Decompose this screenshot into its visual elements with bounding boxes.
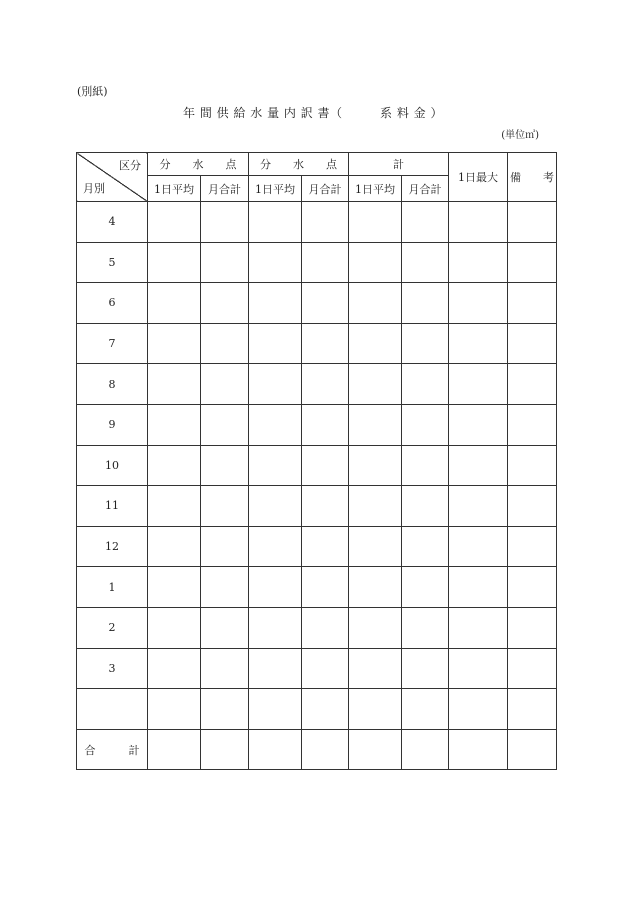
month-cell — [77, 689, 148, 730]
entry-cell[interactable] — [508, 364, 557, 405]
entry-cell[interactable] — [249, 242, 302, 283]
entry-cell[interactable] — [349, 404, 402, 445]
entry-cell[interactable] — [508, 323, 557, 364]
entry-cell[interactable] — [508, 202, 557, 243]
entry-cell[interactable] — [449, 404, 508, 445]
entry-cell[interactable] — [302, 607, 349, 648]
entry-cell[interactable] — [508, 445, 557, 486]
month-cell: 11 — [77, 486, 148, 527]
entry-cell[interactable] — [349, 364, 402, 405]
entry-cell[interactable] — [402, 567, 449, 608]
entry-cell[interactable] — [508, 242, 557, 283]
entry-cell[interactable] — [148, 486, 201, 527]
month-cell: 10 — [77, 445, 148, 486]
entry-cell[interactable] — [449, 607, 508, 648]
entry-cell[interactable] — [148, 567, 201, 608]
entry-cell[interactable] — [148, 689, 201, 730]
entry-cell[interactable] — [402, 607, 449, 648]
entry-cell[interactable] — [302, 364, 349, 405]
entry-cell[interactable] — [508, 567, 557, 608]
month-cell: 7 — [77, 323, 148, 364]
entry-cell[interactable] — [402, 242, 449, 283]
entry-cell[interactable] — [449, 242, 508, 283]
entry-cell[interactable] — [349, 445, 402, 486]
diversion-point-1-header: 分 水 点 — [148, 153, 249, 176]
total-group-header: 計 — [349, 153, 449, 176]
entry-cell[interactable] — [508, 729, 557, 770]
document-title: 年 間 供 給 水 量 内 訳 書（ 系 料 金 ） — [183, 106, 443, 120]
entry-cell[interactable] — [249, 323, 302, 364]
header-row-groups — [77, 153, 557, 176]
entry-cell[interactable] — [148, 648, 201, 689]
entry-cell[interactable] — [201, 242, 249, 283]
entry-cell[interactable] — [349, 567, 402, 608]
total-row — [77, 729, 557, 770]
entry-cell[interactable] — [249, 202, 302, 243]
entry-cell[interactable] — [449, 567, 508, 608]
entry-cell[interactable] — [249, 445, 302, 486]
entry-cell[interactable] — [349, 323, 402, 364]
table-row — [77, 689, 557, 730]
entry-cell[interactable] — [201, 404, 249, 445]
entry-cell[interactable] — [402, 364, 449, 405]
entry-cell[interactable] — [302, 404, 349, 445]
entry-cell[interactable] — [349, 202, 402, 243]
entry-cell[interactable] — [449, 283, 508, 324]
entry-cell[interactable] — [349, 729, 402, 770]
table-row — [77, 404, 557, 445]
table-row — [77, 364, 557, 405]
category-header: 区分 — [119, 159, 141, 172]
entry-cell[interactable] — [302, 202, 349, 243]
unit-label: (単位㎥) — [501, 130, 539, 141]
monthly-total-header: 月合計 — [402, 176, 449, 202]
entry-cell[interactable] — [249, 526, 302, 567]
entry-cell[interactable] — [302, 445, 349, 486]
entry-cell[interactable] — [201, 689, 249, 730]
month-cell: 1 — [77, 567, 148, 608]
table-row — [77, 526, 557, 567]
entry-cell[interactable] — [349, 283, 402, 324]
table-row — [77, 567, 557, 608]
entry-cell[interactable] — [201, 202, 249, 243]
entry-cell[interactable] — [402, 445, 449, 486]
entry-cell[interactable] — [302, 242, 349, 283]
entry-cell[interactable] — [148, 202, 201, 243]
entry-cell[interactable] — [508, 404, 557, 445]
entry-cell[interactable] — [302, 323, 349, 364]
entry-cell[interactable] — [449, 364, 508, 405]
entry-cell[interactable] — [402, 202, 449, 243]
entry-cell[interactable] — [302, 283, 349, 324]
entry-cell[interactable] — [449, 445, 508, 486]
entry-cell[interactable] — [508, 648, 557, 689]
entry-cell[interactable] — [249, 486, 302, 527]
entry-cell[interactable] — [508, 486, 557, 527]
entry-cell[interactable] — [508, 689, 557, 730]
monthly-total-header: 月合計 — [302, 176, 349, 202]
table-row — [77, 323, 557, 364]
entry-cell[interactable] — [349, 242, 402, 283]
diversion-point-2-header: 分 水 点 — [249, 153, 349, 176]
month-cell: 4 — [77, 202, 148, 243]
entry-cell[interactable] — [201, 567, 249, 608]
entry-cell[interactable] — [249, 648, 302, 689]
entry-cell[interactable] — [402, 404, 449, 445]
entry-cell[interactable] — [201, 323, 249, 364]
corner-header-cell — [77, 153, 148, 202]
entry-cell[interactable] — [402, 526, 449, 567]
entry-cell[interactable] — [148, 323, 201, 364]
month-cell: 2 — [77, 607, 148, 648]
entry-cell[interactable] — [449, 729, 508, 770]
entry-cell[interactable] — [201, 607, 249, 648]
month-cell: 12 — [77, 526, 148, 567]
entry-cell[interactable] — [449, 323, 508, 364]
entry-cell[interactable] — [249, 607, 302, 648]
entry-cell[interactable] — [449, 486, 508, 527]
entry-cell[interactable] — [201, 526, 249, 567]
entry-cell[interactable] — [249, 729, 302, 770]
entry-cell[interactable] — [349, 648, 402, 689]
entry-cell[interactable] — [349, 526, 402, 567]
month-cell: 6 — [77, 283, 148, 324]
entry-cell[interactable] — [508, 526, 557, 567]
entry-cell[interactable] — [349, 486, 402, 527]
table-row — [77, 202, 557, 243]
entry-cell[interactable] — [402, 486, 449, 527]
max-daily-header: 1日最大 — [449, 153, 508, 202]
entry-cell[interactable] — [402, 283, 449, 324]
entry-cell[interactable] — [302, 729, 349, 770]
entry-cell[interactable] — [148, 242, 201, 283]
entry-cell[interactable] — [302, 486, 349, 527]
month-cell: 3 — [77, 648, 148, 689]
entry-cell[interactable] — [201, 486, 249, 527]
entry-cell[interactable] — [402, 729, 449, 770]
entry-cell[interactable] — [249, 364, 302, 405]
total-label-cell: 合 計 — [77, 729, 148, 770]
daily-average-header: 1日平均 — [148, 176, 201, 202]
table-row — [77, 607, 557, 648]
entry-cell[interactable] — [508, 607, 557, 648]
table-row — [77, 486, 557, 527]
entry-cell[interactable] — [201, 729, 249, 770]
entry-cell[interactable] — [148, 607, 201, 648]
month-cell: 8 — [77, 364, 148, 405]
entry-cell[interactable] — [201, 648, 249, 689]
entry-cell[interactable] — [449, 648, 508, 689]
entry-cell[interactable] — [249, 689, 302, 730]
table-row — [77, 242, 557, 283]
entry-cell[interactable] — [349, 607, 402, 648]
entry-cell[interactable] — [201, 283, 249, 324]
month-header: 月別 — [83, 182, 105, 195]
month-cell: 5 — [77, 242, 148, 283]
entry-cell[interactable] — [302, 526, 349, 567]
entry-cell[interactable] — [449, 689, 508, 730]
month-cell: 9 — [77, 404, 148, 445]
water-supply-breakdown-table — [76, 152, 557, 770]
entry-cell[interactable] — [148, 404, 201, 445]
remarks-header: 備 考 — [508, 153, 557, 202]
entry-cell[interactable] — [508, 283, 557, 324]
entry-cell[interactable] — [449, 202, 508, 243]
entry-cell[interactable] — [349, 689, 402, 730]
attachment-note: (別紙) — [77, 85, 108, 98]
entry-cell[interactable] — [402, 689, 449, 730]
entry-cell[interactable] — [302, 567, 349, 608]
table-row — [77, 648, 557, 689]
entry-cell[interactable] — [302, 689, 349, 730]
entry-cell[interactable] — [148, 445, 201, 486]
entry-cell[interactable] — [302, 648, 349, 689]
entry-cell[interactable] — [201, 445, 249, 486]
entry-cell[interactable] — [148, 283, 201, 324]
entry-cell[interactable] — [449, 526, 508, 567]
monthly-total-header: 月合計 — [201, 176, 249, 202]
entry-cell[interactable] — [249, 567, 302, 608]
entry-cell[interactable] — [148, 526, 201, 567]
entry-cell[interactable] — [148, 729, 201, 770]
entry-cell[interactable] — [148, 364, 201, 405]
entry-cell[interactable] — [402, 323, 449, 364]
daily-average-header: 1日平均 — [249, 176, 302, 202]
entry-cell[interactable] — [249, 283, 302, 324]
entry-cell[interactable] — [402, 648, 449, 689]
daily-average-header: 1日平均 — [349, 176, 402, 202]
table-row — [77, 445, 557, 486]
entry-cell[interactable] — [201, 364, 249, 405]
entry-cell[interactable] — [249, 404, 302, 445]
table-row — [77, 283, 557, 324]
